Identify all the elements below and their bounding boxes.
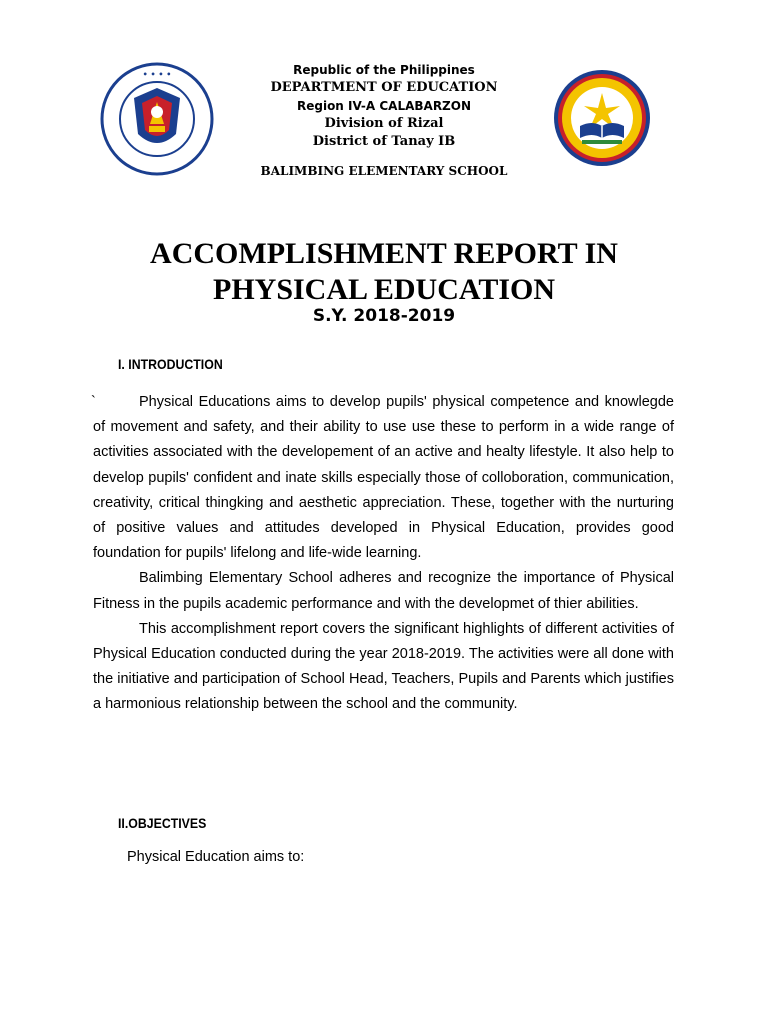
introduction-body bbox=[93, 390, 674, 718]
intro-paragraph-3: This accomplishment report covers the significant highlights of different activities of Physical Education conducted during the year 2018-2019. The activities were all done with the initiative and participation of School Head, Teachers, Pupils and Parents which justifies a harmonious relationship between the school and the community. bbox=[93, 620, 674, 713]
objectives-intro: Physical Education aims to: bbox=[127, 849, 305, 865]
region-line: Region IV-A CALABARZON bbox=[296, 99, 472, 113]
title-line-2: PHYSICAL EDUCATION bbox=[213, 273, 555, 306]
stray-tick: ` bbox=[91, 394, 96, 410]
balimbing-school-seal-icon bbox=[552, 68, 652, 168]
school-year: S.Y. 2018-2019 bbox=[312, 306, 456, 326]
intro-paragraph-1: Physical Educations aims to develop pupils' physical competence and knowlegde of movement and safety, and their ability to use use these to perform in a wide range of activities associated with the developement of an active and healty lifestyle. It also help to develop pupils' confident and inate skills especially those of colloboration, communication, creativity, critical thingking and aesthetic appreciation. These, together with the nurturing of positive values and attitudes developed in Physical Education, provides good foundation for pupils' lifelong and life-wide learning. bbox=[93, 394, 674, 562]
department-line: DEPARTMENT OF EDUCATION bbox=[270, 80, 498, 95]
intro-paragraph-2: Balimbing Elementary School adheres and recognize the importance of Physical Fitness in the pupils academic performance and with the developmet of thier abilities. bbox=[93, 570, 674, 612]
republic-line: Republic of the Philippines bbox=[293, 63, 475, 77]
title-line-1: ACCOMPLISHMENT REPORT IN bbox=[150, 237, 618, 270]
division-line: Division of Rizal bbox=[324, 116, 444, 131]
deped-seal-icon bbox=[100, 62, 214, 176]
svg-text:• • • •: • • • • bbox=[142, 70, 172, 79]
objectives-heading: II.OBJECTIVES bbox=[118, 815, 207, 831]
letterhead bbox=[234, 61, 534, 151]
school-name: BALIMBING ELEMENTARY SCHOOL bbox=[260, 164, 508, 178]
district-line: District of Tanay IB bbox=[312, 134, 456, 149]
introduction-heading: I. INTRODUCTION bbox=[118, 356, 223, 372]
report-title bbox=[0, 236, 768, 308]
